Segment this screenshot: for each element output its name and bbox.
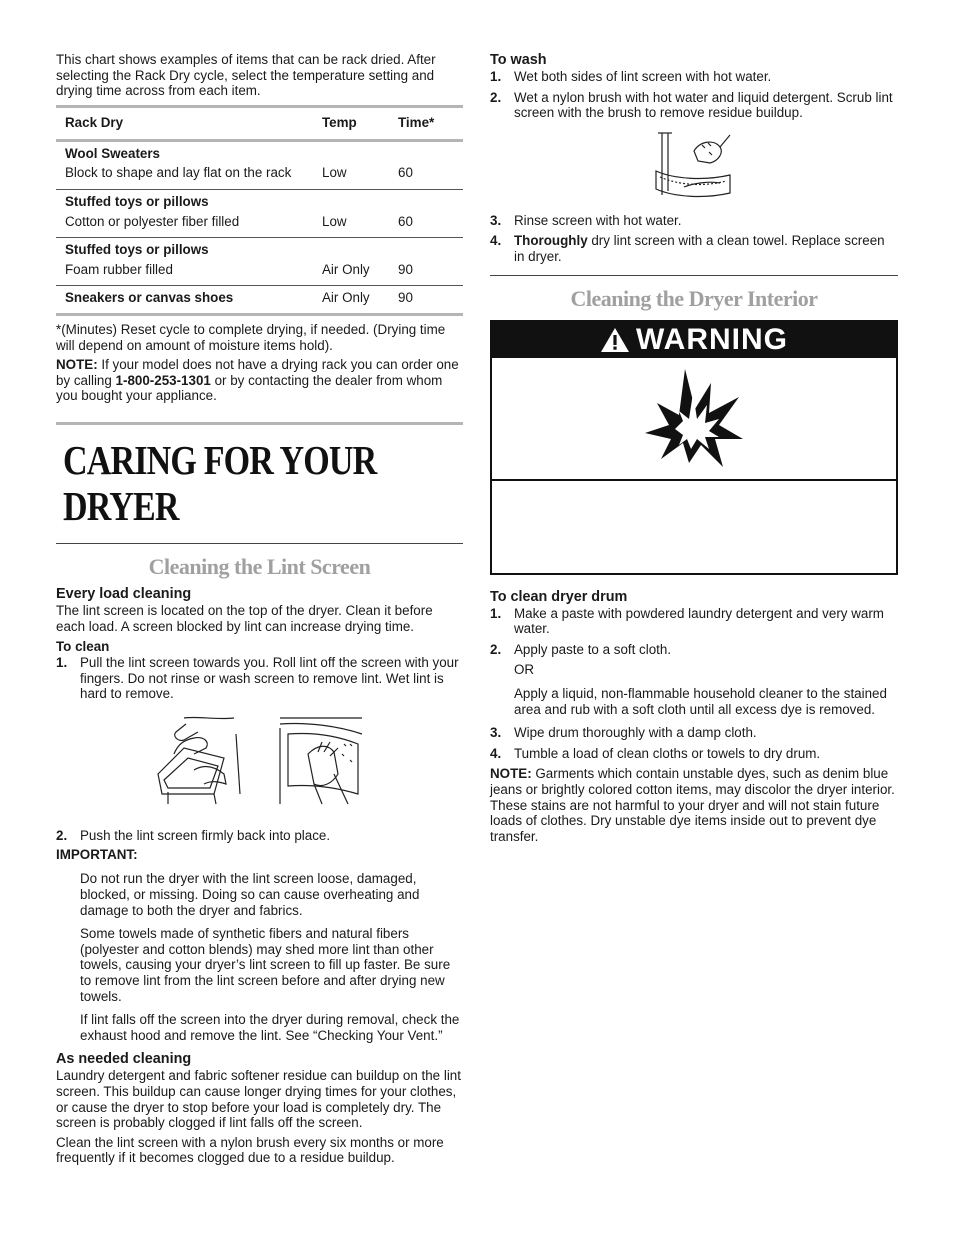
header-time: Time*: [398, 115, 435, 131]
row-temp: Low: [322, 140, 398, 189]
section-rule: [56, 543, 463, 544]
warning-header: [492, 322, 896, 358]
warning-text-area: [492, 481, 896, 573]
warning-box: [490, 320, 898, 575]
alert-triangle-icon: [600, 327, 630, 353]
row-item: Sneakers or canvas shoes: [65, 290, 234, 306]
header-rack-dry: Rack Dry: [65, 115, 124, 131]
row-item: Stuffed toys or pillows: [65, 242, 209, 258]
row-item: Stuffed toys or pillows: [65, 193, 209, 209]
note-text: Garments which contain unstable dyes, such as denim blue jeans or brightly colored cotton items, may discolor the dryer interior. These stains are not harmful to your dryer and will not stain future loads of clothes. Dry unstable dye items inside out to prevent dye transfer.: [490, 766, 895, 844]
list-item: 4. Tumble a load of clean cloths or towels to dry drum.: [490, 745, 821, 761]
list-item: 1. Wet both sides of lint screen with hot water.: [490, 69, 772, 84]
explosion-icon: [639, 363, 749, 473]
table-row: [56, 286, 463, 315]
row-detail: Cotton or polyester fiber filled: [65, 213, 240, 229]
as-needed-paragraph: Laundry detergent and fabric softener residue can buildup on the lint screen. This buildup can cause longer drying times for your clothes, or cause the dryer to stop before your load is completely dry. The screen is probably clogged if lint falls off the screen.: [56, 1068, 461, 1131]
page-title: CARING FOR YOUR DRYER: [63, 436, 377, 529]
table-row: [56, 189, 463, 237]
every-load-heading: Every load cleaning: [56, 585, 192, 602]
every-load-text: The lint screen is located on the top of the dryer. Clean it before each load. A screen blocked by lint can increase drying time.: [56, 602, 433, 634]
row-detail: Foam rubber filled: [65, 261, 173, 277]
warning-graphic: [492, 358, 896, 481]
table-row: [56, 140, 463, 189]
note-label: NOTE:: [490, 766, 532, 782]
scrub-lint-screen-illustration: [654, 131, 734, 201]
left-column: [56, 52, 463, 1166]
list-item: 1. Make a paste with powdered laundry detergent and very warm water.: [490, 605, 884, 637]
row-temp: Low: [322, 189, 398, 237]
as-needed-heading: As needed cleaning: [56, 1051, 192, 1068]
row-detail: Block to shape and lay flat on the rack: [65, 165, 292, 181]
row-temp: Air Only: [322, 290, 370, 306]
phone-number: 1-800-253-1301: [115, 372, 211, 388]
important-paragraph: If lint falls off the screen into the dryer during removal, check the exhaust hood and remove the lint. See “Checking Your Vent.”: [80, 1012, 460, 1043]
warning-label: WARNING: [636, 322, 788, 356]
list-item: 1. Pull the lint screen towards you. Roll lint off the screen with your fingers. Do not rinse or wash screen to remove lint. Wet lint is hard to remove.: [56, 655, 459, 702]
list-item: 4. Thoroughly dry lint screen with a clean towel. Replace screen in dryer.: [490, 233, 885, 264]
important-paragraph: Do not run the dryer with the lint screen loose, damaged, blocked, or missing. Doing so can cause overheating and damage to both the dryer and fabrics.: [80, 871, 420, 918]
list-item: 3. Rinse screen with hot water.: [490, 212, 682, 228]
row-time: 60: [398, 140, 463, 189]
wash-steps: [490, 69, 898, 121]
list-item: 2. Wet a nylon brush with hot water and liquid detergent. Scrub lint screen with the brush to remove residue buildup.: [490, 89, 893, 121]
clean-steps-cont: [56, 828, 463, 844]
rack-dry-table: [56, 105, 463, 316]
important-label: IMPORTANT:: [56, 847, 138, 863]
drum-note: [490, 766, 898, 844]
table-footnote: *(Minutes) Reset cycle to complete drying, if needed. (Drying time will depend on amount of moisture items hold).: [56, 321, 446, 353]
lint-screen-illustrations: [56, 714, 463, 814]
pull-lint-screen-illustration: [154, 714, 244, 806]
drum-steps: [490, 606, 898, 762]
note-text-end: or by contacting the dealer from whom you bought your appliance.: [56, 372, 443, 404]
row-time: 90: [398, 290, 413, 306]
right-column: [490, 52, 898, 844]
to-clean-heading: To clean: [56, 639, 110, 655]
row-time: 60: [398, 189, 463, 237]
important-paragraph: Some towels made of synthetic fibers and natural fibers (polyester and cotton blends) may shed more lint than other towels, causing your dryer’s lint screen to fill up faster. Be sure to remove lint from the lint screen before and after drying new towels.: [80, 926, 451, 1004]
row-time: 90: [398, 238, 463, 286]
clean-steps: [56, 655, 463, 702]
title-rule: [56, 422, 463, 425]
section-rule: [490, 275, 898, 276]
to-wash-heading: To wash: [490, 52, 547, 68]
note-label: NOTE:: [56, 357, 98, 373]
brush-figure: [490, 127, 898, 205]
or-text: OR: [514, 662, 535, 678]
row-item: Wool Sweaters: [65, 145, 161, 161]
rack-dry-intro: This chart shows examples of items that can be rack dried. After selecting the Rack Dry cycle, select the temperature setting and drying time across from each item.: [56, 52, 436, 99]
list-item: 2. Apply paste to a soft cloth. OR Apply a liquid, non-flammable household cleaner to the stained area and rub with a soft cloth until all excess dye is removed.: [490, 642, 898, 717]
section-title-dryer-interior: Cleaning the Dryer Interior: [570, 285, 818, 311]
header-temp: Temp: [322, 115, 357, 131]
table-row: [56, 238, 463, 286]
as-needed-paragraph: Clean the lint screen with a nylon brush every six months or more frequently if it becomes clogged due to a residue buildup.: [56, 1134, 444, 1166]
wash-steps-cont: [490, 213, 898, 265]
table-header-row: [56, 106, 463, 140]
alternative-step: Apply a liquid, non-flammable household cleaner to the stained area and rub with a soft cloth until all excess dye is removed.: [514, 685, 887, 717]
dryer-drum-heading: To clean dryer drum: [490, 588, 628, 605]
section-title-lint-screen: Cleaning the Lint Screen: [148, 553, 371, 579]
row-temp: Air Only: [322, 238, 398, 286]
list-item: 3. Wipe drum thoroughly with a damp cloth.: [490, 725, 757, 741]
note-text: If your model does not have a drying rack you can order one by calling: [56, 357, 459, 388]
rack-note: [56, 357, 463, 404]
list-item: 2. Push the lint screen firmly back into place.: [56, 827, 331, 843]
roll-lint-off-illustration: [278, 714, 364, 806]
